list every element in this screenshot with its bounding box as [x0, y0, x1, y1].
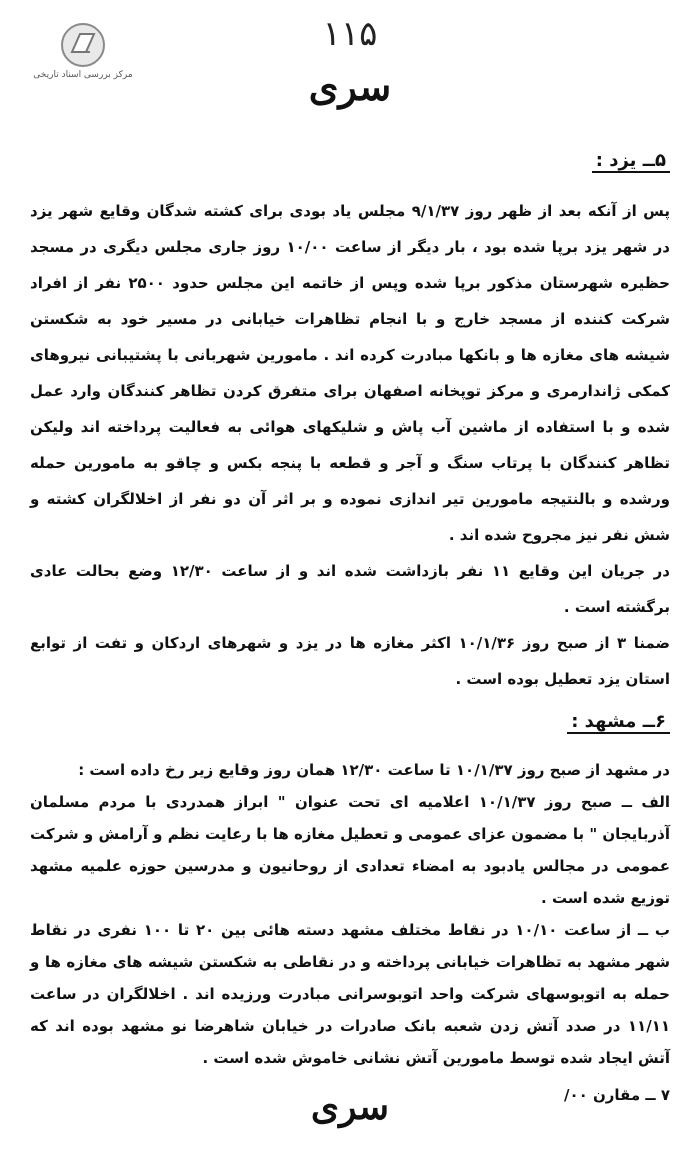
section-heading-mashhad: ۶ــ مشهد : — [30, 711, 670, 732]
archive-emblem-icon — [60, 22, 106, 68]
document-body — [30, 150, 670, 1125]
paragraph-yazd-3: ضمنا ۳ از صبح روز ۱۰/۱/۳۶ اکثر مغازه ها در یزد و شهرهای اردکان و تفت از توابع استان یزد تعطیل بوده است . — [30, 634, 670, 688]
logo-caption: مرکز بررسی اسناد تاریخی — [33, 70, 133, 80]
classification-bottom: سری — [310, 1086, 390, 1128]
section-heading-yazd: ۵ــ یزد : — [30, 150, 670, 171]
paragraph-mashhad-be: ب ــ از ساعت ۱۰/۱۰ در نقاط مختلف مشهد دسته هائی بین ۲۰ تا ۱۰۰ نفری در نقاط شهر مشهد به تظاهرات خیابانی پرداخته و در نقاطی به شکستن شیشه های مغازه ها و حمله به اتوبوسهای شرکت واحد اتوبوسرانی مبادرت ورزیده اند . اخلالگران در ساعت ۱۱/۱۱ در صدد آتش زدن شعبه بانک صادرات در خیابان شاهرضا نو مشهد بوده اند که آتش ایجاد شده توسط مامورین آتش نشانی خاموش شده است . — [30, 921, 670, 1067]
paragraph-yazd-1: پس از آنکه بعد از ظهر روز ۹/۱/۳۷ مجلس یاد بودی برای کشته شدگان وقایع شهر یزد در شهر یزد برپا شده بود ، بار دیگر از ساعت ۱۰/۰۰ روز جاری مجلس دیگری در مسجد حظیره شهرستان مذکور برپا شده وپس از خاتمه این مجلس حدود ۲۵۰۰ نفر از افراد شرکت کننده از مسجد خارج و با انجام تظاهرات خیابانی در مسیر خود به شکستن شیشه های مغازه ها و بانکها مبادرت کرده اند . مامورین شهربانی با پشتیبانی نیروهای کمکی ژاندارمری و مرکز توپخانه اصفهان برای متفرق کردن تظاهر کنندگان وارد عمل شده و با استفاده از ماشین آب پاش و شلیکهای هوائی به فعالیت پرداخته اند ولیکن تظاهر کنندگان با پرتاب سنگ و آجر و قطعه با پنجه بکس و چاقو به مامورین حمله ورشده و بالنتیجه مامورین تیر اندازی نموده و بر اثر آن دو نفر از اخلالگران کشته و شش نفر نیز مجروح شده اند . — [30, 202, 670, 544]
page-number: ۱۱۵ — [322, 14, 378, 54]
paragraph-mashhad-alef: الف ــ صبح روز ۱۰/۱/۳۷ اعلامیه ای تحت عنوان " ابراز همدردی با مردم مسلمان آذربایجان " با مضمون عزای عمومی و تعطیل مغازه ها با رعایت نظم و آرامش و شرکت عمومی در مجالس یادبود به امضاء تعدادی از روحانیون و مدرسین حوزه علمیه مشهد توزیع شده است . — [30, 793, 670, 907]
section-7-line: ۷ ــ مقارن ۰۰/ — [563, 1086, 670, 1104]
paragraph-yazd-2: در جریان این وقایع ۱۱ نفر بازداشت شده اند و از ساعت ۱۲/۳۰ وضع بحالت عادی برگشته است . — [30, 562, 670, 616]
classification-top: سری — [308, 64, 392, 109]
archive-logo — [28, 22, 138, 80]
paragraph-mashhad-intro: در مشهد از صبح روز ۱۰/۱/۳۷ تا ساعت ۱۲/۳۰ همان روز وقایع زیر رخ داده است : — [78, 761, 670, 779]
